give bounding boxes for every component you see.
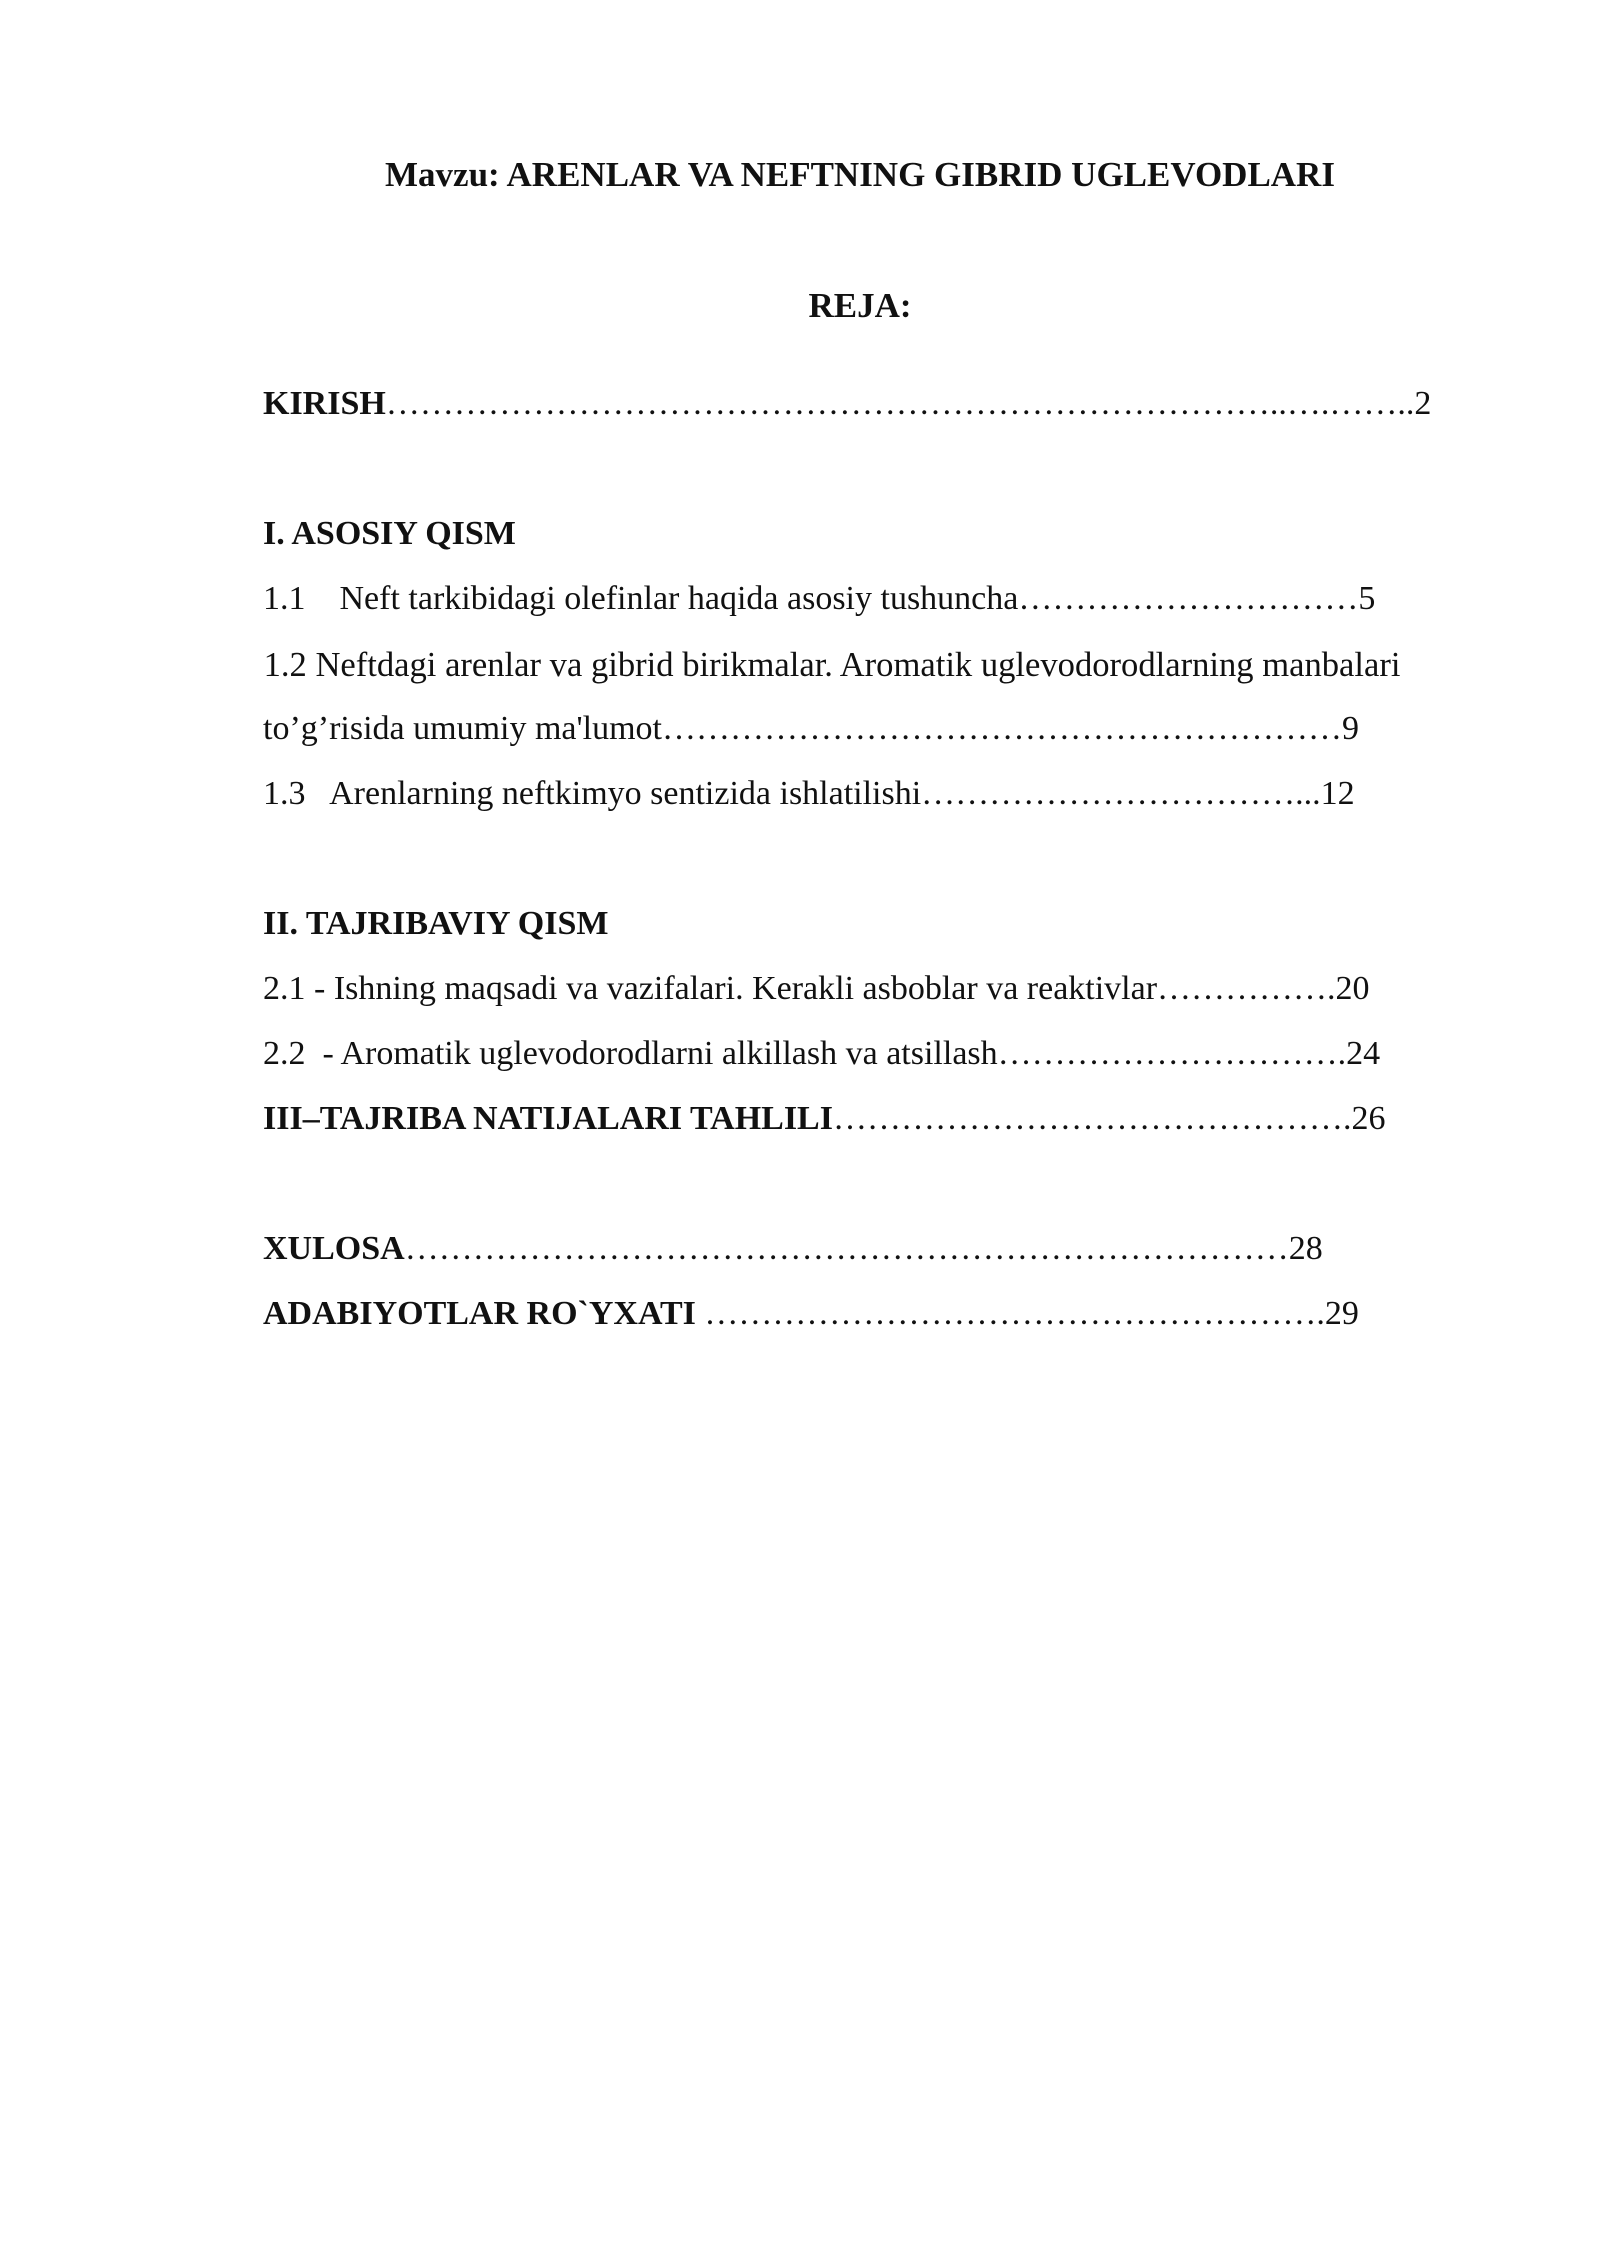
toc-entry-part3-leader: ………………………………………. bbox=[832, 1100, 1352, 1137]
document-title bbox=[0, 157, 1600, 192]
toc-entry-conclusion-label: XULOSA bbox=[263, 1230, 405, 1267]
toc-entry-references-leader: ………………………………………………. bbox=[695, 1295, 1325, 1332]
toc-entry-1-2-line1-text: 1.2 Neftdagi arenlar va gibrid birikmalar. Aromatik uglevodorodlarning manbalari bbox=[263, 645, 1401, 684]
toc-entry-1-3-text: 1.3 Arenlarning neftkimyo sentizida ishlatilishi……………………………...12 bbox=[263, 775, 1355, 812]
toc-entry-references-page: 29 bbox=[1324, 1295, 1359, 1332]
toc-entry-intro bbox=[229, 353, 1431, 455]
toc-entry-references bbox=[229, 1263, 1359, 1365]
toc-entry-references-label: ADABIYOTLAR RO`YXATI bbox=[263, 1295, 696, 1332]
toc-entry-intro-page: 2 bbox=[1414, 385, 1432, 422]
toc-part1-heading-text: I. ASOSIY QISM bbox=[263, 515, 516, 552]
toc-entry-intro-leader: ……………………………………………………………………..….…….. bbox=[385, 385, 1415, 422]
document-title-text: Mavzu: ARENLAR VA NEFTNING GIBRID UGLEVODLARI bbox=[385, 155, 1335, 194]
plan-heading bbox=[0, 288, 1600, 323]
toc-entry-1-1-text: 1.1 Neft tarkibidagi olefinlar haqida asosiy tushuncha…………………………5 bbox=[263, 580, 1376, 617]
plan-heading-text: REJA: bbox=[808, 286, 912, 325]
toc-entry-intro-label: KIRISH bbox=[263, 385, 386, 422]
toc-entry-2-2-text: 2.2 - Aromatik uglevodorodlarni alkillash va atsillash………………………….24 bbox=[263, 1035, 1381, 1072]
toc-entry-part3-page: 26 bbox=[1351, 1100, 1386, 1137]
toc-entry-1-2-line2-text: to’g’risida umumiy ma'lumot……………………………………………………9 bbox=[263, 710, 1359, 747]
toc-entry-conclusion-page: 28 bbox=[1288, 1230, 1323, 1267]
toc-entry-part3 bbox=[229, 1068, 1385, 1170]
toc-entry-conclusion-leader: …………………………………………………………………… bbox=[404, 1230, 1289, 1267]
toc-entry-2-1-text: 2.1 - Ishning maqsadi va vazifalari. Kerakli asboblar va reaktivlar…………….20 bbox=[263, 970, 1370, 1007]
toc-entry-1-3 bbox=[229, 743, 1355, 845]
toc-part2-heading-text: II. TAJRIBAVIY QISM bbox=[263, 905, 609, 942]
toc-entry-part3-label: III–TAJRIBA NATIJALARI TAHLILI bbox=[263, 1100, 833, 1137]
